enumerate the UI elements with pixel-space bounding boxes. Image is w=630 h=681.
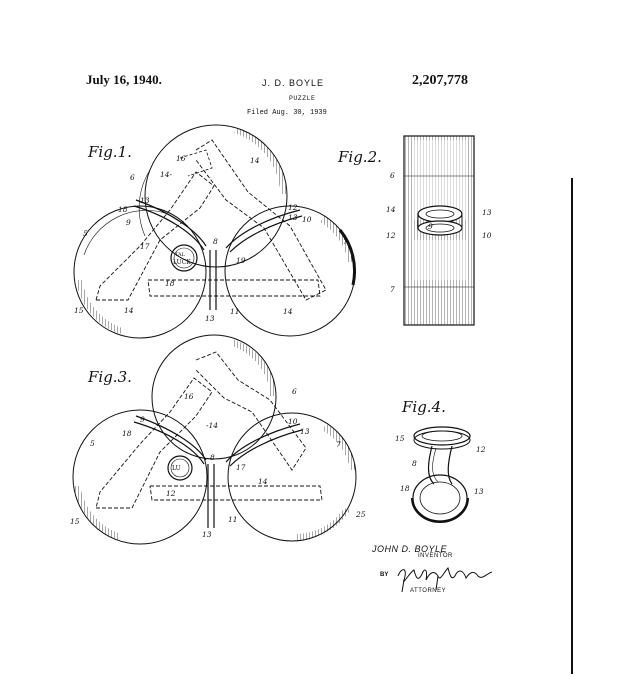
fig1-label: Fig.1.: [88, 143, 132, 161]
fig3-ref-12: 12: [166, 489, 176, 498]
fig1-ref-15: 15: [74, 306, 84, 315]
fig1-ref-16: 16: [176, 154, 186, 163]
fig1-ref-18: 18: [118, 205, 128, 214]
fig1-ref-17: 17: [140, 242, 150, 251]
fig2-label: Fig.2.: [338, 148, 382, 166]
fig2-ref-7: 7: [390, 285, 395, 294]
fig1-ref-13a: 13: [140, 196, 150, 205]
fig3-ref-5: 5: [90, 439, 95, 448]
fig2-ref-10: 10: [482, 231, 492, 240]
fig2-ref-13: 13: [482, 208, 492, 217]
fig3-ref-16: 16: [184, 392, 194, 401]
fig3-drawing: [73, 335, 356, 544]
by-label: BY: [380, 572, 389, 578]
fig3-ref-25: 25: [356, 510, 366, 519]
fig1-ref-14c: 14: [124, 306, 134, 315]
fig1-ref-13c: 13: [205, 314, 215, 323]
fig4-ref-12: 12: [476, 445, 486, 454]
fig3-disc-top: [152, 335, 276, 459]
fig3-ref-10: 10: [288, 417, 298, 426]
fig3-ref-18: 18: [122, 429, 132, 438]
fig4-drawing: [412, 427, 470, 522]
patent-title: PUZZLE: [289, 95, 316, 102]
fig3-ref-15: 15: [70, 517, 80, 526]
fig1-ref-18b: 18: [165, 279, 175, 288]
fig2-ref-14: 14: [386, 205, 396, 214]
fig2-drawing: [404, 136, 474, 325]
fig4-ref-13: 13: [474, 487, 484, 496]
fig3-ref-11: 11: [228, 515, 238, 524]
patent-date: July 16, 1940.: [86, 72, 162, 87]
fig1-ref-9: 9: [126, 218, 131, 227]
fig1-ref-13b: 13: [288, 213, 298, 222]
fig3-label: Fig.3.: [88, 368, 132, 386]
inventor-header: J. D. BOYLE: [262, 78, 325, 88]
fig4-ref-18: 18: [400, 484, 410, 493]
fig1-ref-14b: 14-: [160, 170, 173, 179]
fig3-ref-13a: 13: [300, 427, 310, 436]
fig3-ref-6: 6: [292, 387, 297, 396]
fig1-coin-top: TAL: [175, 252, 185, 258]
patent-number: 2,207,778: [412, 73, 468, 88]
fig4-numbers: [395, 434, 486, 496]
scan-edge-line: [571, 178, 573, 674]
inventor-name: JOHN D. BOYLE: [372, 544, 448, 554]
fig2-ref-6: 6: [390, 171, 395, 180]
fig1-coin-bottom: LUCK: [173, 259, 191, 266]
fig3-ref-7: 7: [336, 440, 341, 449]
fig1-ref-14: 14: [250, 156, 260, 165]
fig4-label: Fig.4.: [402, 398, 446, 416]
fig3-ref-17: 17: [236, 463, 246, 472]
fig1-ref-8: 8: [213, 237, 218, 246]
fig1-ref-11: 11: [230, 307, 240, 316]
fig3-ref-9: 9: [140, 415, 145, 424]
fig4-ref-15: 15: [395, 434, 405, 443]
fig3-numbers: [70, 387, 366, 539]
fig3-ref-14a: -14: [206, 421, 219, 430]
fig3-ref-13b: 13: [202, 530, 212, 539]
fig2-ref-12: 12: [386, 231, 396, 240]
fig1-ref-19: 19: [236, 256, 246, 265]
fig1-ref-14d: 14: [283, 307, 293, 316]
inventor-role: INVENTOR: [418, 553, 453, 559]
fig1-ref-5: 5: [83, 229, 88, 238]
fig2-ref-9: 9: [428, 222, 433, 231]
fig1-ref-10: 10: [302, 215, 312, 224]
fig1-ref-6: 6: [130, 173, 135, 182]
fig1-numbers: [74, 154, 348, 323]
fig4-ref-8: 8: [412, 459, 417, 468]
fig3-ref-14b: 14: [258, 477, 268, 486]
fig3-coin: LU: [172, 465, 181, 472]
filed-date: Filed Aug. 30, 1939: [247, 109, 327, 117]
attorney-role: ATTORNEY: [410, 588, 447, 594]
fig3-ref-8: 8: [210, 453, 215, 462]
fig1-ref-7: 7: [343, 237, 348, 246]
fig1-ref-12: 12: [288, 203, 298, 212]
